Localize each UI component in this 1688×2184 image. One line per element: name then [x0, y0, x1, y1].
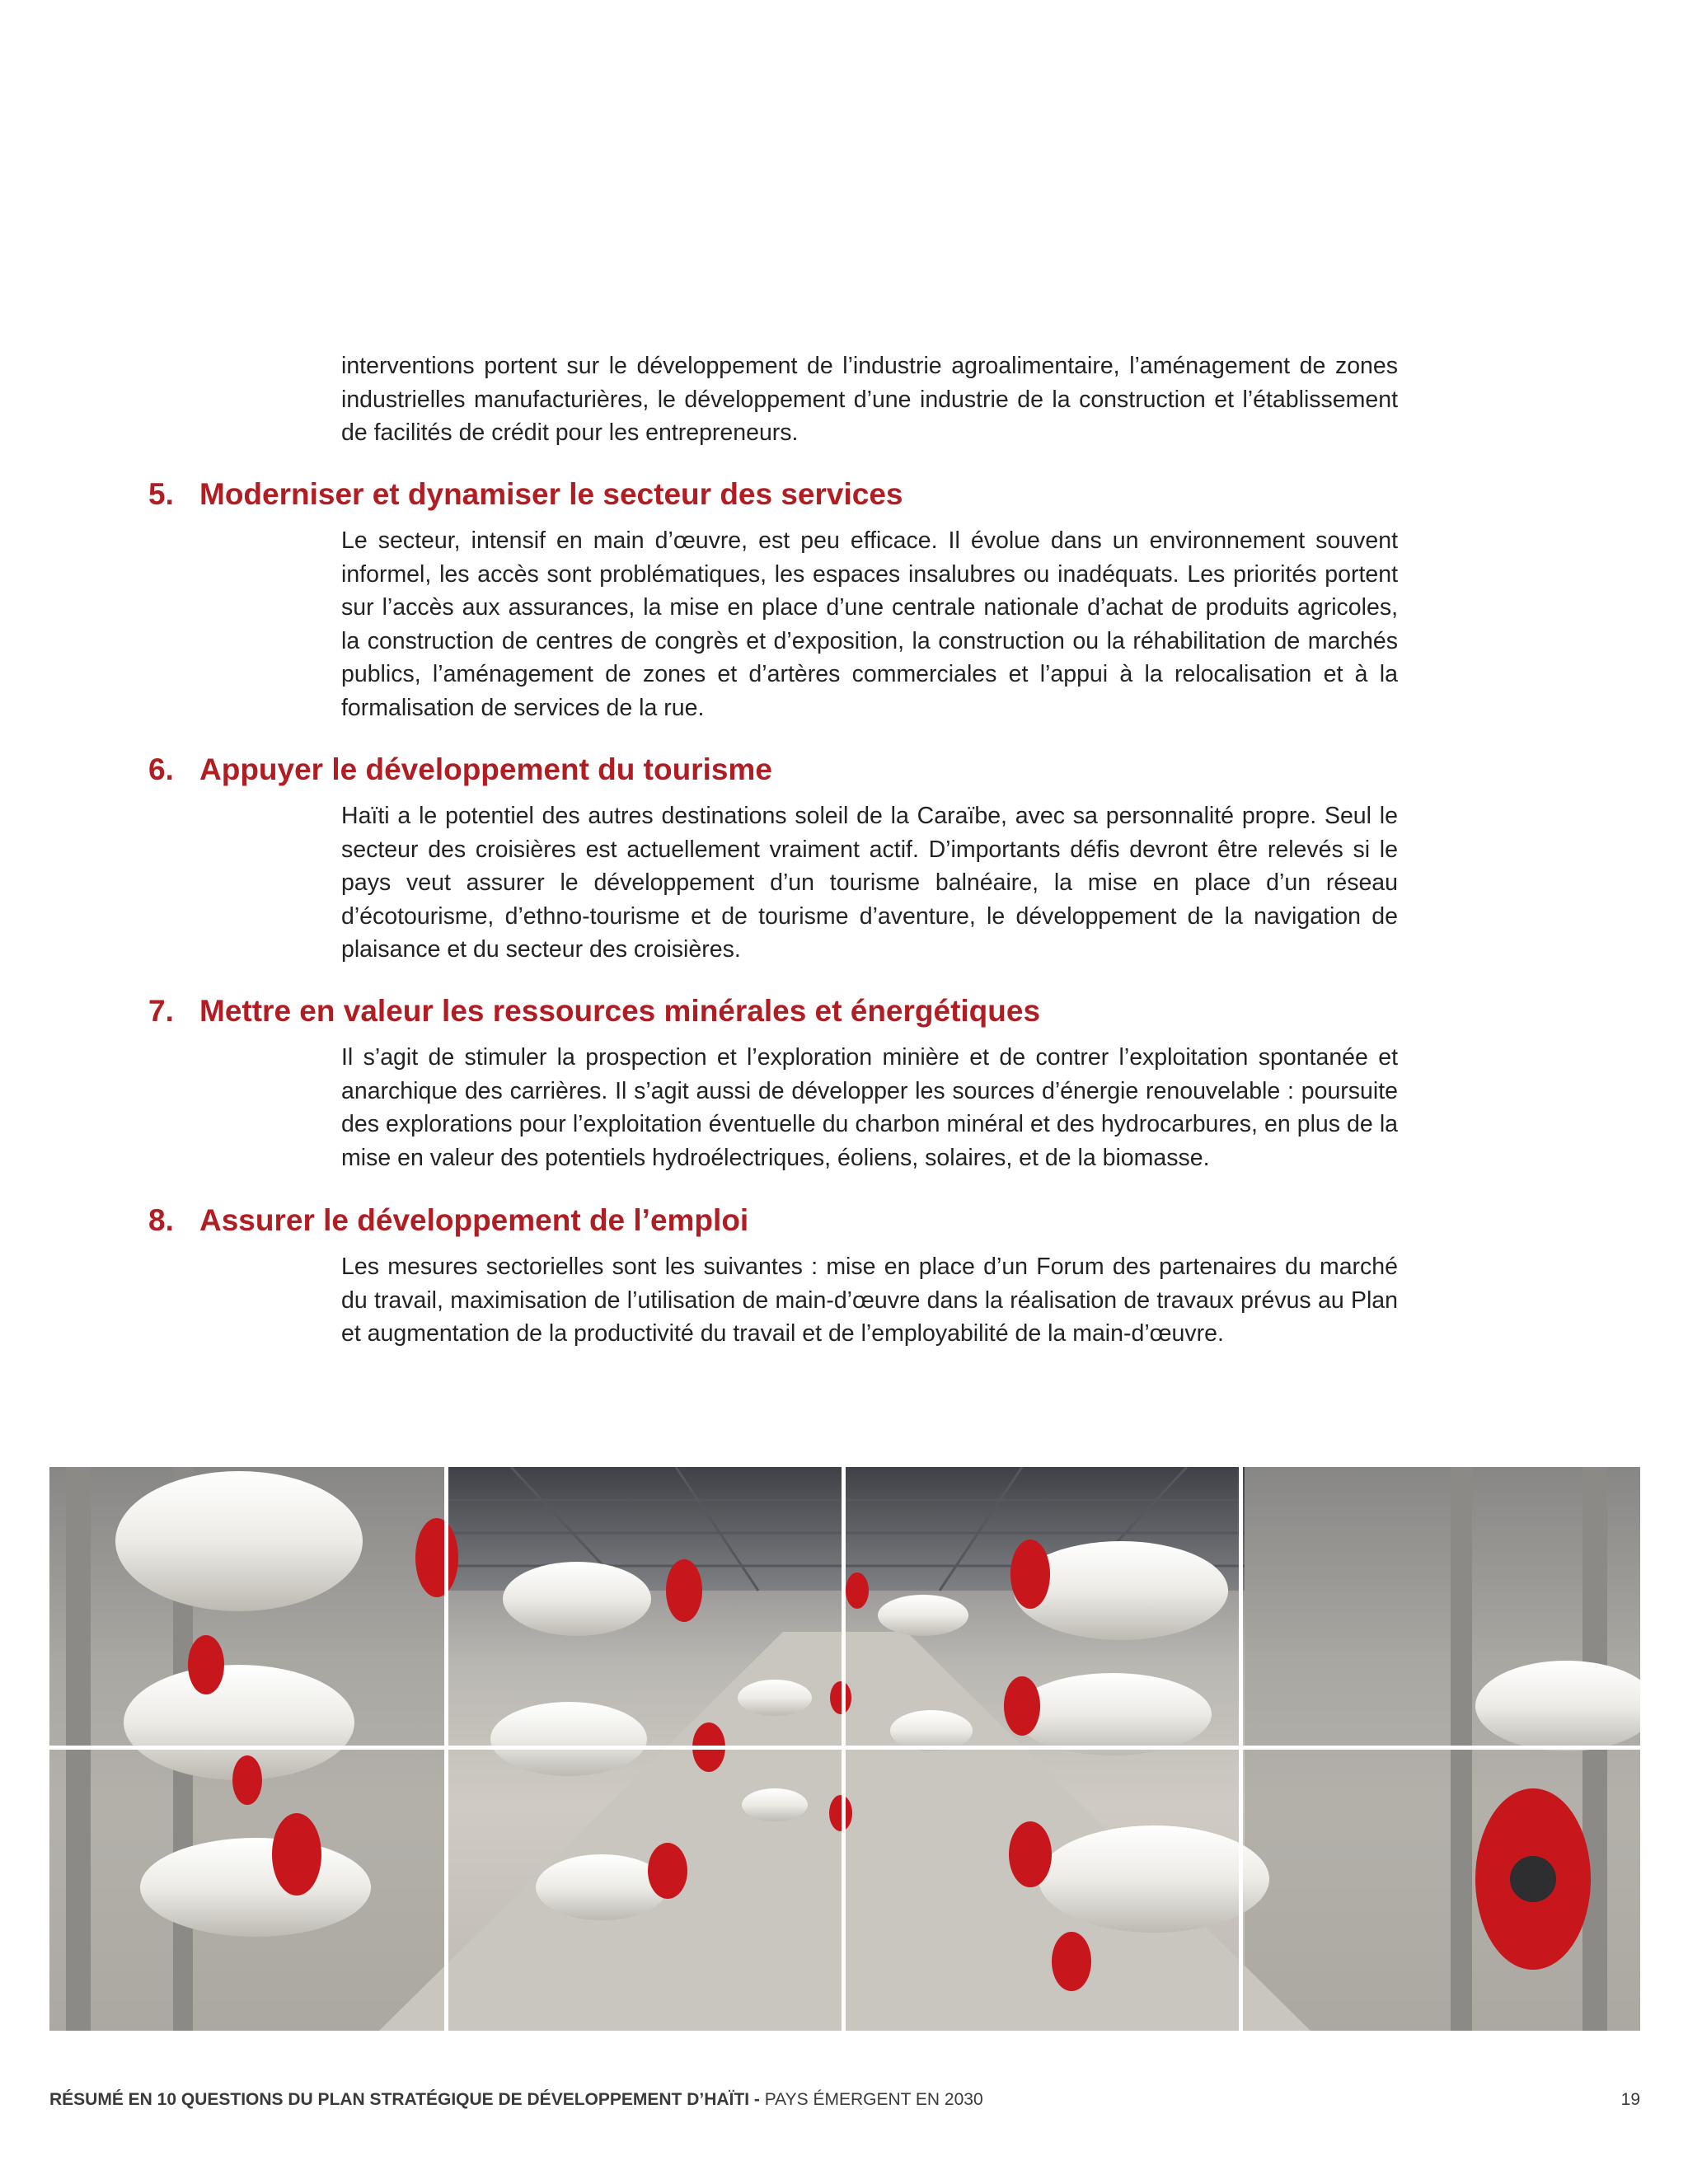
section-7-number: 7. [148, 994, 174, 1028]
section-6-body: Haïti a le potentiel des autres destinations soleil de la Caraïbe, avec sa personnalité propre. Seul le secteur des croisières est actuellement vraiment actif. D’importants défis devront être relevés si le pays veut assurer le développement d’un tourisme balnéaire, la mise en place d’un réseau d’écotourisme, d’ethno-tourisme et de tourisme d’aventure, le développement de la navigation de plaisance et du secteur des croisières. [341, 803, 1398, 963]
section-5-heading [148, 476, 1467, 513]
page-footer [49, 2090, 1640, 2110]
section-7-heading [148, 993, 1467, 1029]
section-5-number: 5. [148, 477, 174, 511]
section-7-body: Il s’agit de stimuler la prospection et l’exploration minière et de contrer l’exploitation spontanée et anarchique des carrières. Il s’agit aussi de développer les sources d’énergie renouvelable : poursuite des explorations pour l’exploitation éventuelle du charbon minéral et des hydrocarbures, en plus de la mise en valeur des potentiels hydroélectriques, éoliens, solaires, et de la biomasse. [341, 1044, 1398, 1171]
section-7-title: Mettre en valeur les ressources minérales et énergétiques [199, 994, 1041, 1028]
section-6-title: Appuyer le développement du tourisme [199, 752, 772, 786]
section-8-body: Les mesures sectorielles sont les suivantes : mise en place d’un Forum des partenaires du marché du travail, maximisation de l’utilisation de main-d’œuvre dans la réalisation de travaux prévus au Plan et augmentation de la productivité du travail et de l’employabilité de la main-d’œuvre. [341, 1254, 1398, 1347]
section-5-body: Le secteur, intensif en main d’œuvre, est peu efficace. Il évolue dans un environnement souvent informel, les accès sont problématiques, les espaces insalubres ou inadéquats. Les priorités portent sur l’accès aux assurances, la mise en place d’une centrale nationale d’achat de produits agricoles, la construction de centres de congrès et d’exposition, la construction ou la réhabilitation de marchés publics, l’aménagement de zones et d’artères commerciales et l’appui à la relocalisation et à la formalisation de services de la rue. [341, 527, 1398, 721]
section-5-title: Moderniser et dynamiser le secteur des services [199, 477, 903, 511]
section-8-title: Assurer le développement de l’emploi [199, 1203, 749, 1237]
footer-title-bold: RÉSUMÉ EN 10 QUESTIONS DU PLAN STRATÉGIQUE DE DÉVELOPPEMENT D’HAÏTI - [49, 2090, 765, 2109]
page-number: 19 [1620, 2090, 1640, 2109]
textile-factory-photo [49, 1467, 1640, 2031]
intro-paragraph: interventions portent sur le développement de l’industrie agroalimentaire, l’aménagement de zones industrielles manufacturières, le développement d’une industrie de la construction et l’établissement de facilités de crédit pour les entrepreneurs. [341, 353, 1398, 447]
section-8-number: 8. [148, 1203, 174, 1237]
section-6-heading [148, 752, 1467, 788]
footer-title-regular: PAYS ÉMERGENT EN 2030 [764, 2090, 983, 2109]
section-8-heading [148, 1202, 1467, 1239]
section-6-number: 6. [148, 752, 174, 786]
